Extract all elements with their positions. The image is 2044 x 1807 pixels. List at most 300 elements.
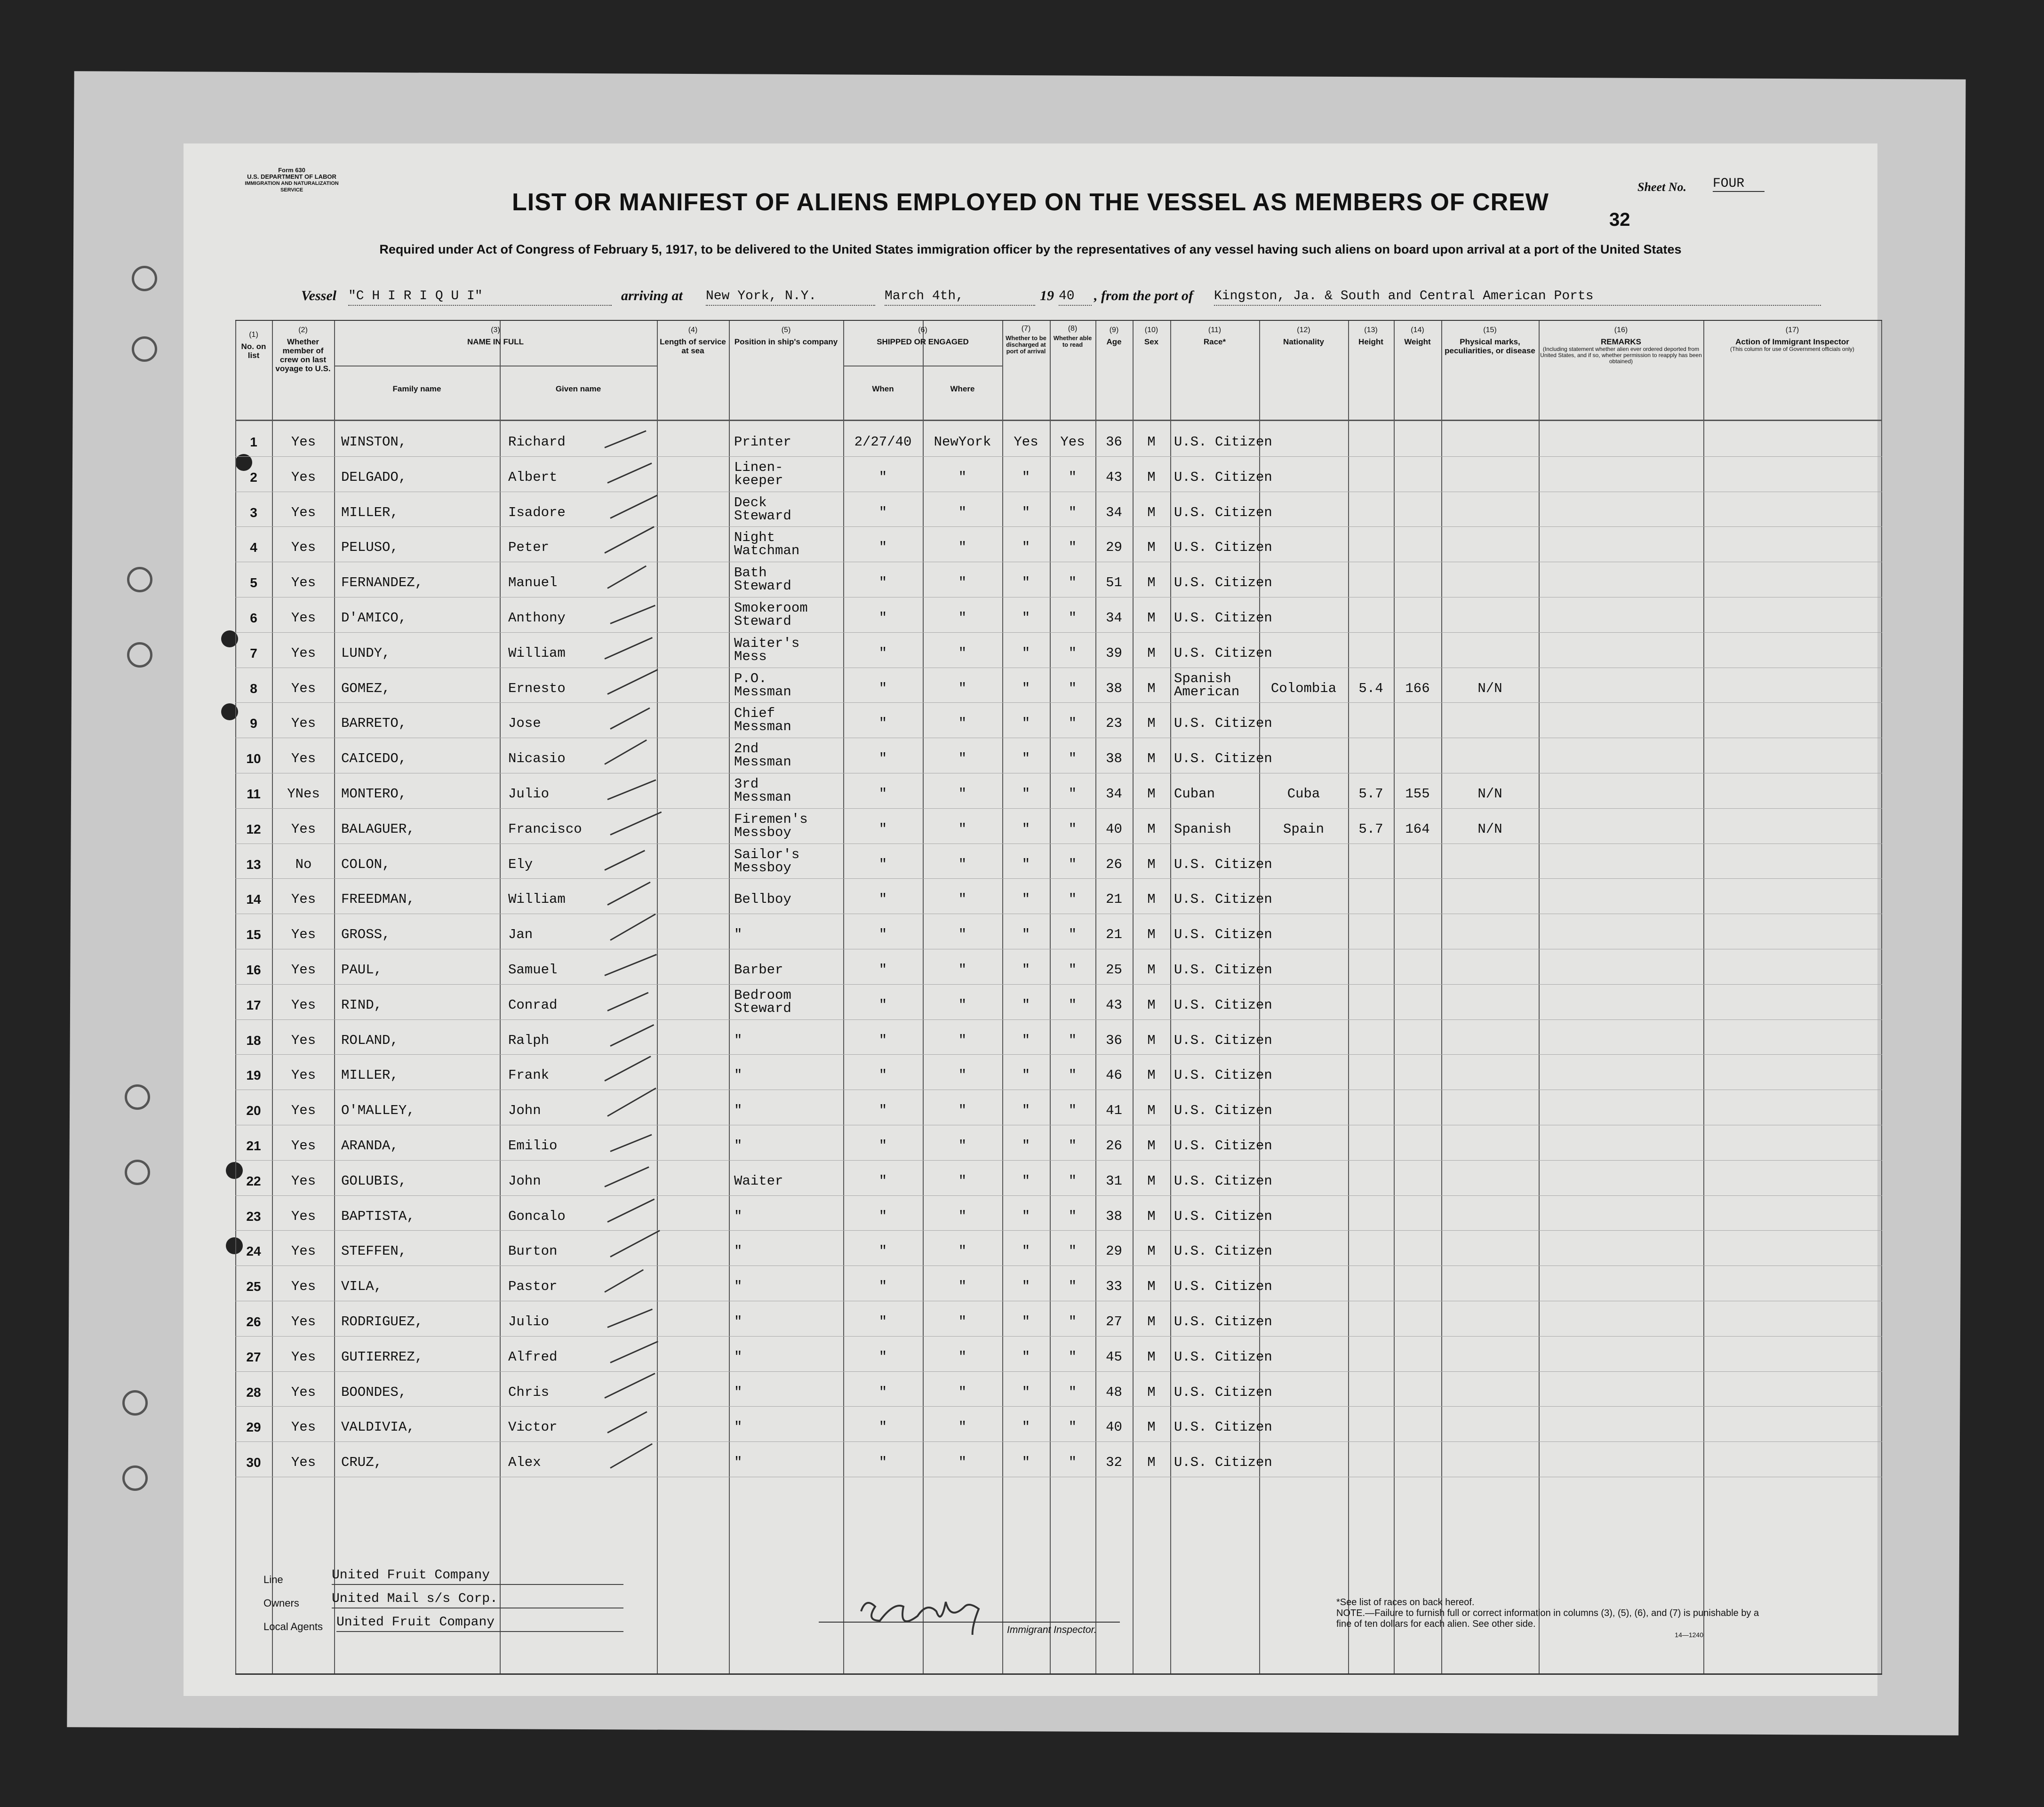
cell-age: 21 [1106, 927, 1122, 943]
cell-position [734, 1280, 842, 1294]
cell-family: BAPTISTA, [341, 1208, 415, 1224]
cell-no: 23 [246, 1209, 261, 1224]
cell-position-line: Steward [734, 1000, 791, 1016]
manifest-sheet [184, 143, 1877, 1696]
cell-sex: M [1147, 786, 1156, 802]
cell-position-line: " [734, 1032, 743, 1048]
cell-sex: M [1147, 645, 1156, 661]
cell-when: " [878, 821, 887, 837]
cell-age: 40 [1106, 1419, 1122, 1435]
cell-race-line: U.S. Citizen [1174, 716, 1272, 732]
cell-race-line: U.S. Citizen [1174, 645, 1272, 661]
cell-discharged: " [1022, 1138, 1030, 1154]
cell-sex: M [1147, 1103, 1156, 1119]
cell-discharged: " [1022, 1032, 1030, 1048]
cell-position-line: Watchman [734, 543, 800, 559]
header-position: (5) Position in ship's company [734, 326, 838, 346]
cell-position-line: Linen- [734, 459, 783, 475]
header-when: When [872, 384, 894, 393]
cell-race [1174, 787, 1261, 801]
cell-race [1174, 672, 1261, 699]
cell-race-line: U.S. Citizen [1174, 1103, 1272, 1119]
cell-discharged: " [1022, 1384, 1030, 1400]
vessel-label: Vessel [301, 288, 336, 303]
cell-family: CRUZ, [341, 1455, 383, 1471]
cell-no: 20 [246, 1103, 261, 1118]
cell-where: NewYork [934, 434, 991, 450]
cell-where: " [958, 1314, 967, 1329]
cell-where: " [958, 997, 967, 1013]
cell-when: " [878, 1103, 887, 1119]
cell-position-line: Messboy [734, 824, 791, 840]
binder-hole [132, 336, 157, 362]
races-note: *See list of races on back hereof. [1336, 1597, 1475, 1608]
cell-where: " [958, 1384, 967, 1400]
cell-read: " [1068, 1349, 1077, 1365]
cell-family: RIND, [341, 997, 383, 1013]
cell-sex: M [1147, 434, 1156, 450]
cell-position [734, 1350, 842, 1364]
header-length-of-service: (4) Length of service at sea [660, 326, 726, 355]
cell-family: WINSTON, [341, 434, 407, 450]
arrival-date: March 4th, [885, 289, 1035, 306]
cell-position [734, 566, 842, 593]
cell-position-line: " [734, 1455, 743, 1471]
cell-family: STEFFEN, [341, 1243, 407, 1259]
cell-family: BARRETO, [341, 716, 407, 732]
cell-read: " [1068, 1103, 1077, 1119]
cell-age: 36 [1106, 434, 1122, 450]
cell-discharged: " [1022, 821, 1030, 837]
cell-age: 45 [1106, 1349, 1122, 1365]
cell-family: BOONDES, [341, 1384, 407, 1400]
cell-race-line: U.S. Citizen [1174, 610, 1272, 626]
cell-race [1174, 504, 1272, 520]
cell-age: 33 [1106, 1279, 1122, 1295]
row-rule [235, 878, 1882, 879]
header-height: (13) Height [1358, 326, 1383, 346]
cell-race-line: U.S. Citizen [1174, 1243, 1272, 1259]
row-rule [235, 1019, 1882, 1020]
cell-family: VALDIVIA, [341, 1419, 415, 1435]
cell-position [734, 1174, 842, 1188]
cell-family: LUNDY, [341, 645, 391, 661]
cell-race [1174, 1349, 1272, 1365]
cell-family: PELUSO, [341, 540, 399, 556]
cell-read: " [1068, 1138, 1077, 1154]
cell-age: 38 [1106, 1208, 1122, 1224]
cell-sex: M [1147, 1349, 1156, 1365]
cell-position-line: " [734, 1279, 743, 1295]
cell-position-line: Bedroom [734, 987, 791, 1003]
cell-discharged: " [1022, 786, 1030, 802]
cell-crew: Yes [291, 1349, 316, 1365]
cell-where: " [958, 1138, 967, 1154]
sheet-number-value: FOUR [1713, 176, 1765, 192]
cell-no: 25 [246, 1279, 261, 1294]
cell-when: " [878, 716, 887, 732]
cell-no: 15 [246, 927, 261, 942]
cell-where: " [958, 540, 967, 556]
cell-crew: Yes [291, 1103, 316, 1119]
cell-where: " [958, 504, 967, 520]
cell-race [1174, 751, 1272, 767]
cell-position-line: " [734, 1384, 743, 1400]
cell-position-line: " [734, 1103, 743, 1119]
cell-where: " [958, 962, 967, 978]
cell-position-line: Steward [734, 578, 791, 594]
cell-sex: M [1147, 892, 1156, 907]
cell-where: " [958, 469, 967, 485]
binder-hole [125, 1084, 150, 1110]
cell-position [734, 989, 842, 1015]
cell-position-line: " [734, 1314, 743, 1329]
cell-when: " [878, 610, 887, 626]
cell-race [1174, 575, 1272, 591]
cell-given: Jan [508, 927, 533, 943]
row-rule [235, 526, 1882, 527]
cell-age: 26 [1106, 856, 1122, 872]
cell-family: GROSS, [341, 927, 391, 943]
cell-sex: M [1147, 1032, 1156, 1048]
cell-crew: Yes [291, 962, 316, 978]
row-rule [235, 632, 1882, 633]
arriving-label: arriving at [621, 288, 683, 303]
cell-read: " [1068, 751, 1077, 767]
penalty-note: NOTE.—Failure to furnish full or correct information in columns (3), (5), (6), and (7) is punishable by a fine of ten dollars for each alien. See other side. [1336, 1608, 1759, 1629]
cell-where: " [958, 786, 967, 802]
line-label: Line [263, 1574, 283, 1585]
cell-family: ARANDA, [341, 1138, 399, 1154]
cell-race [1174, 927, 1272, 943]
cell-given: Conrad [508, 997, 558, 1013]
cell-sex: M [1147, 1243, 1156, 1259]
vessel-name: "C H I R I Q U I" [348, 289, 612, 306]
cell-crew: No [295, 856, 312, 872]
cell-race [1174, 645, 1272, 661]
cell-where: " [958, 751, 967, 767]
cell-sex: M [1147, 680, 1156, 696]
cell-sex: M [1147, 1208, 1156, 1224]
cell-when: " [878, 1384, 887, 1400]
cell-given: Julio [508, 786, 550, 802]
cell-sex: M [1147, 927, 1156, 943]
cell-position-line: Bath [734, 565, 767, 581]
cell-discharged: " [1022, 1067, 1030, 1083]
cell-read: " [1068, 575, 1077, 591]
cell-family: D'AMICO, [341, 610, 407, 626]
cell-position-line: Messman [734, 719, 791, 735]
agents-value: United Fruit Company [336, 1615, 623, 1632]
cell-race [1174, 1384, 1272, 1400]
cell-position [734, 672, 842, 699]
cell-age: 23 [1106, 716, 1122, 732]
from-port-label: , from the port of [1094, 288, 1193, 303]
cell-when: " [878, 1279, 887, 1295]
cell-crew: Yes [291, 1419, 316, 1435]
cell-position [734, 742, 842, 769]
cell-where: " [958, 927, 967, 943]
cell-position [734, 928, 842, 942]
cell-sex: M [1147, 716, 1156, 732]
cell-given: Ely [508, 856, 533, 872]
cell-race [1174, 1419, 1272, 1435]
header-able-to-read: (8) Whether able to read [1053, 325, 1092, 348]
footer-notes [1336, 1597, 1760, 1640]
cell-when: " [878, 1243, 887, 1259]
page-title: LIST OR MANIFEST OF ALIENS EMPLOYED ON THE VESSEL AS MEMBERS OF CREW [512, 189, 1549, 216]
cell-no: 6 [250, 611, 257, 625]
cell-position [734, 1210, 842, 1224]
cell-read: " [1068, 1243, 1077, 1259]
cell-crew: Yes [291, 1455, 316, 1471]
cell-no: 21 [246, 1138, 261, 1153]
cell-discharged: " [1022, 997, 1030, 1013]
binder-hole [125, 1160, 150, 1185]
cell-position-line: Barber [734, 962, 783, 978]
cell-sex: M [1147, 821, 1156, 837]
cell-position [734, 848, 842, 875]
cell-discharged: " [1022, 1173, 1030, 1189]
form-number: Form 630 [278, 167, 305, 174]
cell-race-line: U.S. Citizen [1174, 540, 1272, 556]
cell-race-line: U.S. Citizen [1174, 1138, 1272, 1154]
cell-position [734, 1104, 842, 1118]
cell-age: 46 [1106, 1067, 1122, 1083]
cell-where: " [958, 575, 967, 591]
header-inspector-action: (17) Action of Immigrant Inspector (This column for use of Government officials only) [1730, 326, 1854, 352]
cell-no: 22 [246, 1173, 261, 1188]
cell-given: Nicasio [508, 751, 566, 767]
cell-no: 10 [246, 751, 261, 766]
cell-position-line: Messboy [734, 860, 791, 876]
cell-read: " [1068, 469, 1077, 485]
cell-age: 29 [1106, 540, 1122, 556]
cell-race [1174, 434, 1272, 450]
cell-position [734, 461, 842, 487]
cell-discharged: " [1022, 1103, 1030, 1119]
header-physical-marks: (15) Physical marks, peculiarities, or disease [1445, 326, 1535, 355]
cell-family: PAUL, [341, 962, 383, 978]
cell-discharged: " [1022, 1349, 1030, 1365]
cell-position-line: Bellboy [734, 892, 791, 907]
cell-when: " [878, 680, 887, 696]
cell-race [1174, 1243, 1272, 1259]
cell-crew: Yes [291, 1243, 316, 1259]
cell-position-line: " [734, 1067, 743, 1083]
cell-where: " [958, 645, 967, 661]
cell-where: " [958, 1032, 967, 1048]
cell-crew: Yes [291, 680, 316, 696]
cell-position-line: " [734, 1208, 743, 1224]
cell-race-line: U.S. Citizen [1174, 892, 1272, 907]
cell-sex: M [1147, 1279, 1156, 1295]
cell-age: 31 [1106, 1173, 1122, 1189]
header-race: (11) Race* [1203, 326, 1226, 346]
department-name: U.S. DEPARTMENT OF LABOR [247, 173, 336, 180]
cell-family: MILLER, [341, 504, 399, 520]
cell-discharged: " [1022, 680, 1030, 696]
cell-position-line: Messman [734, 754, 791, 770]
cell-nationality: Spain [1283, 821, 1324, 837]
cell-read: " [1068, 680, 1077, 696]
cell-where: " [958, 1349, 967, 1365]
cell-no: 30 [246, 1455, 261, 1470]
cell-age: 34 [1106, 786, 1122, 802]
cell-discharged: " [1022, 1208, 1030, 1224]
header-crew-last-voyage: (2) Whether member of crew on last voyage to U.S. [275, 326, 331, 373]
cell-sex: M [1147, 962, 1156, 978]
cell-age: 21 [1106, 892, 1122, 907]
cell-discharged: " [1022, 1455, 1030, 1471]
cell-race [1174, 997, 1272, 1013]
cell-position [734, 1315, 842, 1329]
cell-where: " [958, 1173, 967, 1189]
cell-discharged: " [1022, 1243, 1030, 1259]
cell-no: 4 [250, 540, 257, 555]
row-rule [235, 808, 1882, 809]
cell-where: " [958, 1103, 967, 1119]
cell-race-line: U.S. Citizen [1174, 1419, 1272, 1435]
cell-sex: M [1147, 504, 1156, 520]
cell-discharged: " [1022, 540, 1030, 556]
cell-crew: Yes [291, 1314, 316, 1329]
cell-race-line: U.S. Citizen [1174, 751, 1272, 767]
cell-race-line: Cuban [1174, 786, 1215, 802]
cell-where: " [958, 856, 967, 872]
cell-discharged: Yes [1014, 434, 1038, 450]
binder-hole [127, 642, 152, 668]
cell-sex: M [1147, 751, 1156, 767]
cell-race-line: Spanish [1174, 670, 1231, 686]
line-value: United Fruit Company [332, 1568, 623, 1585]
cell-crew: Yes [291, 1032, 316, 1048]
cell-position-line: Steward [734, 613, 791, 629]
cell-race [1174, 469, 1272, 485]
cell-read: " [1068, 1314, 1077, 1329]
cell-given: Goncalo [508, 1208, 566, 1224]
cell-read: " [1068, 716, 1077, 732]
cell-no: 9 [250, 716, 257, 731]
cell-age: 39 [1106, 645, 1122, 661]
cell-position [734, 963, 842, 977]
cell-family: FREEDMAN, [341, 892, 415, 907]
cell-weight: 164 [1405, 821, 1430, 837]
cell-when: " [878, 1032, 887, 1048]
cell-race-line: U.S. Citizen [1174, 1279, 1272, 1295]
cell-read: " [1068, 821, 1077, 837]
cell-when: " [878, 1314, 887, 1329]
cell-where: " [958, 1279, 967, 1295]
cell-sex: M [1147, 1314, 1156, 1329]
cell-sex: M [1147, 1455, 1156, 1471]
cell-given: Chris [508, 1384, 550, 1400]
cell-family: MILLER, [341, 1067, 399, 1083]
cell-when: " [878, 575, 887, 591]
cell-crew: Yes [291, 997, 316, 1013]
cell-no: 16 [246, 963, 261, 977]
cell-crew: Yes [291, 469, 316, 485]
cell-crew: Yes [291, 1208, 316, 1224]
cell-when: " [878, 1067, 887, 1083]
row-rule [235, 702, 1882, 703]
cell-discharged: " [1022, 716, 1030, 732]
cell-where: " [958, 1419, 967, 1435]
cell-when: " [878, 645, 887, 661]
cell-race-line: U.S. Citizen [1174, 1208, 1272, 1224]
cell-sex: M [1147, 1419, 1156, 1435]
cell-position [734, 1139, 842, 1153]
cell-given: Frank [508, 1067, 550, 1083]
cell-crew: YNes [287, 786, 320, 802]
row-rule [235, 456, 1882, 457]
header-age: (9) Age [1106, 326, 1122, 346]
cell-discharged: " [1022, 1279, 1030, 1295]
row-rule [235, 1441, 1882, 1442]
cell-given: Ralph [508, 1032, 550, 1048]
cell-sex: M [1147, 1173, 1156, 1189]
cell-race [1174, 856, 1272, 872]
cell-sex: M [1147, 1384, 1156, 1400]
cell-read: Yes [1060, 434, 1085, 450]
cell-crew: Yes [291, 716, 316, 732]
cell-no: 5 [250, 575, 257, 590]
cell-position-line: " [734, 927, 743, 943]
cell-when: " [878, 751, 887, 767]
cell-discharged: " [1022, 856, 1030, 872]
cell-given: William [508, 892, 566, 907]
cell-where: " [958, 680, 967, 696]
binder-hole [127, 567, 152, 592]
cell-race-line: U.S. Citizen [1174, 962, 1272, 978]
cell-read: " [1068, 997, 1077, 1013]
cell-crew: Yes [291, 892, 316, 907]
cell-family: BALAGUER, [341, 821, 415, 837]
cell-when: " [878, 540, 887, 556]
cell-given: Ernesto [508, 680, 566, 696]
cell-position-line: " [734, 1243, 743, 1259]
cell-no: 28 [246, 1385, 261, 1400]
cell-read: " [1068, 1032, 1077, 1048]
cell-race-line: U.S. Citizen [1174, 927, 1272, 943]
cell-race [1174, 1067, 1272, 1083]
cell-position-line: Smokeroom [734, 600, 808, 616]
row-rule [235, 1160, 1882, 1161]
cell-position-line: Mess [734, 648, 767, 664]
cell-crew: Yes [291, 610, 316, 626]
cell-discharged: " [1022, 751, 1030, 767]
cell-nationality: Cuba [1287, 786, 1320, 802]
cell-position-line: Deck [734, 494, 767, 510]
cell-sex: M [1147, 997, 1156, 1013]
agents-label: Local Agents [263, 1621, 323, 1632]
cell-given: Richard [508, 434, 566, 450]
cell-read: " [1068, 892, 1077, 907]
row-rule [235, 1406, 1882, 1407]
cell-race-line: U.S. Citizen [1174, 1173, 1272, 1189]
cell-no: 27 [246, 1349, 261, 1364]
cell-when: 2/27/40 [854, 434, 912, 450]
header-nationality: (12) Nationality [1283, 326, 1324, 346]
row-rule [235, 1230, 1882, 1231]
cell-height: 5.7 [1358, 786, 1383, 802]
cell-sex: M [1147, 610, 1156, 626]
header-name-in-full: (3) NAME IN FULL [467, 326, 524, 346]
binder-hole [132, 266, 157, 291]
cell-position-line: 3rd [734, 776, 759, 792]
cell-race [1174, 1208, 1272, 1224]
cell-no: 29 [246, 1420, 261, 1435]
